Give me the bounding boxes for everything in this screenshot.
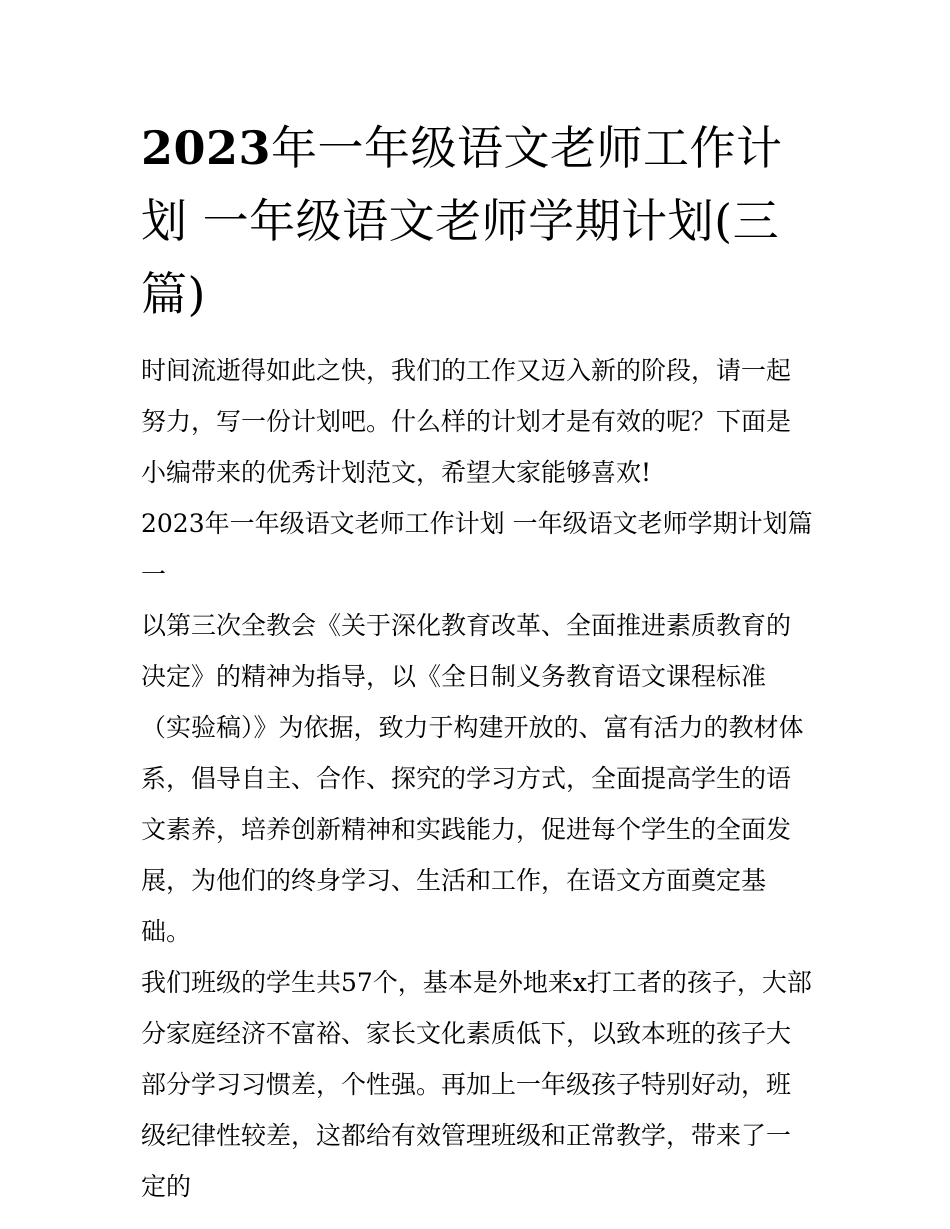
body-paragraph-guidance: 以第三次全教会《关于深化教育改革、全面推进素质教育的决定》的精神为指导，以《全日制义务教育语文课程标准（实验稿）》为依据，致力于构建开放的、富有活力的教材体系，倡导自主、合作、探究的学习方式，全面提高学生的语文素养，培养创新精神和实践能力，促进每个学生的全面发展，为他们的终身学习、生活和工作，在语文方面奠定基础。 — [141, 611, 804, 946]
document-title — [141, 112, 813, 331]
title-year: 2023 — [141, 121, 272, 175]
section-heading: 2023年一年级语文老师工作计划 一年级语文老师学期计划篇一 — [141, 509, 813, 589]
intro-paragraph: 时间流逝得如此之快，我们的工作又迈入新的阶段，请一起努力，写一份计划吧。什么样的计划才是有效的呢？下面是小编带来的优秀计划范文，希望大家能够喜欢! — [141, 356, 792, 487]
document-body — [141, 112, 813, 1212]
body-paragraph-class-situation: 我们班级的学生共57个，基本是外地来x打工者的孩子，大部分家庭经济不富裕、家长文化素质低下，以致本班的孩子大部分学习习惯差，个性强。再加上一年级孩子特别好动，班级纪律性较差，这都给有效管理班级和正常教学，带来了一定的 — [141, 968, 812, 1201]
title-text: 年一年级语文老师工作计划 一年级语文老师学期计划(三篇) — [141, 121, 783, 321]
